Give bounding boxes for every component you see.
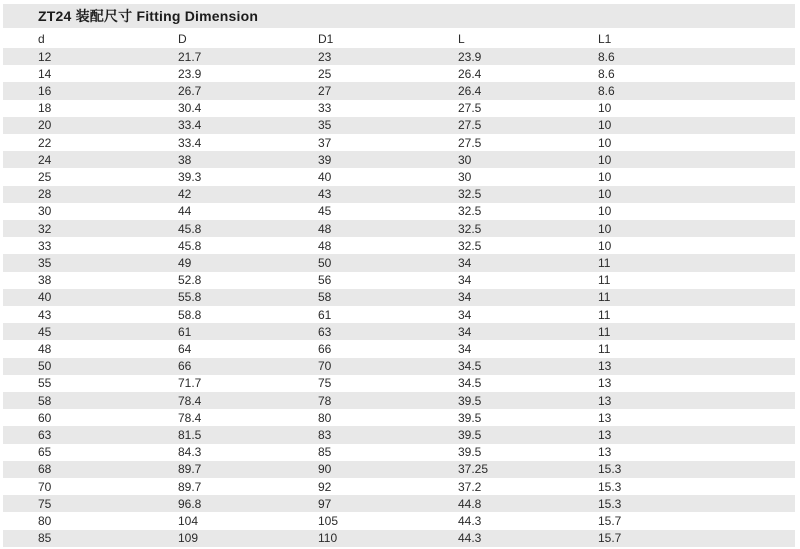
cell-D1: 90	[318, 462, 332, 477]
cell-L1: 13	[598, 428, 612, 443]
cell-L1: 15.7	[598, 514, 622, 529]
cell-d: 33	[38, 238, 52, 253]
cell-D: 44	[178, 204, 192, 219]
cell-L: 44.8	[458, 496, 482, 511]
cell-D: 45.8	[178, 238, 202, 253]
cell-d: 38	[38, 273, 52, 288]
cell-L1: 13	[598, 445, 612, 460]
cell-D: 26.7	[178, 84, 202, 98]
table-row	[3, 186, 795, 203]
cell-L: 34	[458, 324, 472, 339]
table-row	[3, 254, 795, 271]
table-row	[3, 392, 795, 409]
cell-D: 38	[178, 152, 192, 167]
table-row	[3, 82, 795, 99]
cell-d: 35	[38, 256, 52, 271]
cell-D: 42	[178, 187, 192, 202]
cell-d: 58	[38, 393, 52, 408]
table-row	[3, 237, 795, 254]
cell-D1: 78	[318, 393, 332, 408]
cell-L: 37.25	[458, 462, 489, 477]
cell-d: 14	[38, 66, 52, 81]
cell-d: 22	[38, 135, 52, 150]
cell-d: 80	[38, 514, 52, 529]
cell-L1: 13	[598, 376, 612, 391]
cell-D: 81.5	[178, 428, 202, 443]
cell-d: 28	[38, 187, 52, 202]
cell-D1: 25	[318, 66, 332, 81]
cell-D: 96.8	[178, 496, 202, 511]
cell-L1: 11	[598, 256, 611, 271]
table-row	[3, 495, 795, 512]
cell-L1: 11	[598, 342, 611, 357]
cell-L: 23.9	[458, 49, 482, 64]
page-title: ZT24 装配尺寸 Fitting Dimension	[38, 8, 259, 24]
cell-D1: 45	[318, 204, 332, 219]
cell-L1: 10	[598, 238, 612, 253]
cell-L1: 8.6	[598, 66, 615, 81]
cell-d: 16	[38, 84, 52, 98]
cell-L: 34.5	[458, 359, 482, 374]
cell-L: 37.2	[458, 479, 482, 494]
cell-L: 44.3	[458, 531, 482, 546]
column-header-d: d	[38, 32, 45, 46]
cell-L1: 11	[598, 273, 611, 288]
cell-D1: 48	[318, 221, 332, 236]
cell-D1: 35	[318, 118, 332, 133]
cell-D1: 85	[318, 445, 332, 460]
table-row	[3, 48, 795, 65]
cell-L: 34.5	[458, 376, 482, 391]
cell-L1: 10	[598, 135, 612, 150]
table-row	[3, 512, 795, 529]
cell-d: 48	[38, 342, 52, 357]
cell-D: 78.4	[178, 410, 202, 425]
cell-D: 58.8	[178, 307, 202, 322]
table-row	[3, 306, 795, 323]
cell-L1: 13	[598, 359, 612, 374]
table-header-row	[3, 30, 795, 48]
table-row	[3, 134, 795, 151]
cell-L1: 10	[598, 187, 612, 202]
cell-D1: 110	[318, 531, 338, 546]
cell-L: 32.5	[458, 187, 482, 202]
cell-D1: 61	[318, 307, 332, 322]
cell-L1: 10	[598, 118, 612, 133]
cell-d: 20	[38, 118, 52, 133]
table-row	[3, 323, 795, 340]
cell-D: 89.7	[178, 462, 202, 477]
cell-D: 89.7	[178, 479, 202, 494]
table-body	[3, 48, 795, 547]
cell-L1: 11	[598, 307, 611, 322]
cell-L: 32.5	[458, 204, 482, 219]
cell-D: 64	[178, 342, 192, 357]
cell-d: 65	[38, 445, 52, 460]
cell-D1: 97	[318, 496, 332, 511]
cell-L1: 10	[598, 221, 612, 236]
cell-L: 34	[458, 290, 472, 305]
cell-L: 34	[458, 342, 472, 357]
cell-L: 44.3	[458, 514, 482, 529]
table-row	[3, 168, 795, 185]
cell-D1: 66	[318, 342, 332, 357]
cell-D: 52.8	[178, 273, 202, 288]
cell-D: 30.4	[178, 101, 202, 116]
cell-L: 27.5	[458, 118, 482, 133]
cell-L: 32.5	[458, 221, 482, 236]
cell-L: 34	[458, 256, 472, 271]
cell-L1: 11	[598, 324, 611, 339]
cell-D: 45.8	[178, 221, 202, 236]
cell-D1: 75	[318, 376, 332, 391]
cell-D: 33.4	[178, 135, 202, 150]
table-row	[3, 340, 795, 357]
table-row	[3, 117, 795, 134]
cell-D1: 39	[318, 152, 332, 167]
cell-L: 26.4	[458, 66, 482, 81]
cell-d: 12	[38, 49, 52, 64]
cell-L1: 11	[598, 290, 611, 305]
cell-d: 43	[38, 307, 52, 322]
cell-L: 39.5	[458, 445, 482, 460]
cell-D: 21.7	[178, 49, 202, 64]
cell-d: 50	[38, 359, 52, 374]
cell-d: 63	[38, 428, 52, 443]
cell-D1: 80	[318, 410, 332, 425]
cell-D1: 37	[318, 135, 332, 150]
cell-L: 30	[458, 170, 472, 185]
cell-D1: 40	[318, 170, 332, 185]
cell-D1: 43	[318, 187, 332, 202]
title-band	[3, 4, 795, 28]
column-header-L1: L1	[598, 32, 612, 46]
cell-D1: 23	[318, 49, 332, 64]
table-row	[3, 203, 795, 220]
cell-d: 85	[38, 531, 52, 546]
cell-L: 27.5	[458, 101, 482, 116]
cell-D: 104	[178, 514, 199, 529]
cell-d: 40	[38, 290, 52, 305]
column-header-D1: D1	[318, 32, 334, 46]
cell-L1: 15.3	[598, 496, 622, 511]
cell-L: 30	[458, 152, 472, 167]
cell-L1: 13	[598, 410, 612, 425]
cell-L: 39.5	[458, 393, 482, 408]
table-row	[3, 289, 795, 306]
cell-D1: 105	[318, 514, 339, 529]
cell-d: 55	[38, 376, 52, 391]
cell-L1: 15.3	[598, 462, 622, 477]
cell-L: 32.5	[458, 238, 482, 253]
cell-D1: 58	[318, 290, 332, 305]
cell-D1: 70	[318, 359, 332, 374]
cell-L: 26.4	[458, 84, 482, 98]
table-row	[3, 151, 795, 168]
cell-L1: 10	[598, 101, 612, 116]
cell-L: 34	[458, 273, 472, 288]
cell-D1: 33	[318, 101, 332, 116]
cell-d: 30	[38, 204, 52, 219]
cell-d: 25	[38, 170, 52, 185]
table-row	[3, 409, 795, 426]
cell-D: 33.4	[178, 118, 202, 133]
cell-D: 66	[178, 359, 192, 374]
table-row	[3, 375, 795, 392]
column-header-L: L	[458, 32, 465, 46]
cell-d: 24	[38, 152, 52, 167]
cell-D1: 83	[318, 428, 332, 443]
table-row	[3, 358, 795, 375]
table-row	[3, 478, 795, 495]
table-row	[3, 100, 795, 117]
cell-L1: 10	[598, 152, 612, 167]
cell-D: 49	[178, 256, 192, 271]
table-row	[3, 272, 795, 289]
cell-L1: 8.6	[598, 84, 615, 98]
cell-D1: 92	[318, 479, 332, 494]
cell-D1: 56	[318, 273, 332, 288]
cell-D: 109	[178, 531, 199, 546]
table-row	[3, 426, 795, 443]
cell-d: 18	[38, 101, 52, 116]
cell-L1: 13	[598, 393, 612, 408]
cell-L1: 10	[598, 204, 612, 219]
cell-d: 70	[38, 479, 52, 494]
cell-L: 39.5	[458, 428, 482, 443]
cell-L1: 10	[598, 170, 612, 185]
cell-d: 75	[38, 496, 52, 511]
table-row	[3, 461, 795, 478]
cell-D: 78.4	[178, 393, 202, 408]
cell-D: 39.3	[178, 170, 202, 185]
table-row	[3, 65, 795, 82]
table-row	[3, 220, 795, 237]
cell-D1: 27	[318, 84, 332, 98]
cell-D: 55.8	[178, 290, 202, 305]
cell-D1: 63	[318, 324, 332, 339]
cell-D1: 48	[318, 238, 332, 253]
cell-d: 32	[38, 221, 52, 236]
cell-d: 68	[38, 462, 52, 477]
cell-L1: 8.6	[598, 49, 615, 64]
cell-D: 23.9	[178, 66, 202, 81]
column-header-D: D	[178, 32, 187, 46]
cell-L: 34	[458, 307, 472, 322]
cell-d: 60	[38, 410, 52, 425]
table-row	[3, 444, 795, 461]
cell-L1: 15.3	[598, 479, 622, 494]
cell-D1: 50	[318, 256, 332, 271]
cell-L: 27.5	[458, 135, 482, 150]
cell-D: 84.3	[178, 445, 202, 460]
table-row	[3, 530, 795, 547]
cell-D: 61	[178, 324, 192, 339]
cell-L: 39.5	[458, 410, 482, 425]
cell-D: 71.7	[178, 376, 202, 391]
cell-L1: 15.7	[598, 531, 622, 546]
cell-d: 45	[38, 324, 52, 339]
